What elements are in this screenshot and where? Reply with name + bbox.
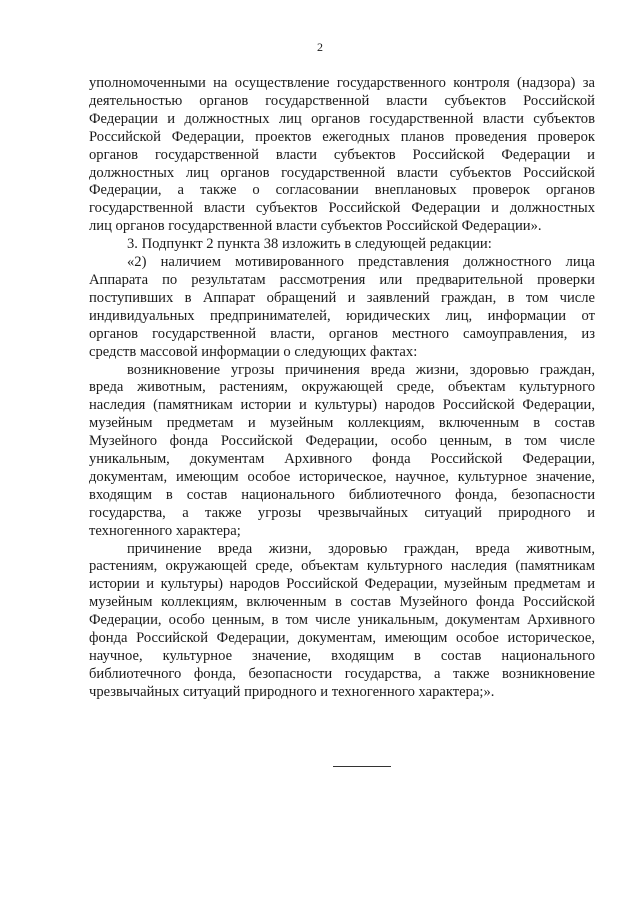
text-line: техногенного характера;: [89, 522, 241, 539]
text-line: Аппарата по результатам рассмотрения или предварительной проверки: [89, 271, 595, 288]
text-line: органов государственной власти субъектов Российской Федерации и: [89, 146, 595, 163]
text-line: поступивших в Аппарат обращений и заявлений граждан, в том числе: [89, 289, 595, 306]
text-line: фонда Российской Федерации, документам, имеющим особое историческое,: [89, 630, 595, 647]
text-line: истории и культуры) народов Российской Федерации, музейным предметам и: [89, 576, 595, 593]
text-line: научное, культурное значение, входящим в состав национального: [89, 648, 595, 664]
text-line: лиц органов государственной власти субъектов Российской Федерации».: [89, 218, 542, 235]
text-line: уникальным, документам Архивного фонда Российской Федерации,: [89, 451, 595, 468]
document-body: [89, 75, 595, 702]
text-line: государства, а также угрозы чрезвычайных ситуаций природного и: [89, 504, 595, 521]
text-line: Федерации, а также о согласовании внеплановых проверок органов: [89, 182, 595, 199]
end-separator-line: [333, 766, 391, 767]
text-line: органов государственной власти, органов местного самоуправления, из: [89, 325, 595, 342]
text-line: документам, имеющим особое историческое, научное, культурное значение,: [89, 468, 595, 485]
text-line: средств массовой информации о следующих фактах:: [89, 343, 418, 360]
text-line: индивидуальных предпринимателей, юридических лиц, информации от: [89, 307, 595, 324]
text-line: должностных лиц органов государственной власти субъектов Российской: [89, 164, 595, 181]
text-line: Федерации, особо ценным, в том числе уникальным, документам Архивного: [89, 612, 595, 629]
text-line: государственной власти субъектов Российской Федерации и должностных: [89, 200, 595, 217]
page-number: 2: [317, 40, 323, 54]
text-line: деятельностью органов государственной власти субъектов Российской: [89, 92, 595, 109]
paragraph-threat: [89, 362, 595, 541]
paragraph-item-3: [89, 236, 595, 254]
paragraph-harm: [89, 541, 595, 702]
text-line: музейным коллекциям, включенным в состав Музейного фонда Российской: [89, 594, 595, 611]
text-line: музейным предметам и музейным коллекциям, включенным в состав: [89, 415, 595, 432]
text-line: 3. Подпункт 2 пункта 38 изложить в следующей редакции:: [127, 236, 492, 253]
text-line: чрезвычайных ситуаций природного и техногенного характера;».: [89, 683, 495, 700]
text-line: библиотечного фонда, безопасности государства, а также возникновение: [89, 665, 595, 682]
text-line: наследия (памятникам истории и культуры) народов Российской Федерации,: [89, 397, 595, 414]
text-line: входящим в состав национального библиотечного фонда, безопасности: [89, 486, 595, 503]
text-line: вреда животным, растениям, окружающей среде, объектам культурного: [89, 379, 595, 396]
paragraph-continuation: [89, 75, 595, 236]
text-line: «2) наличием мотивированного представления должностного лица: [127, 254, 595, 271]
text-line: причинение вреда жизни, здоровью граждан, вреда животным,: [127, 540, 595, 557]
text-line: возникновение угрозы причинения вреда жизни, здоровью граждан,: [127, 361, 595, 378]
text-line: растениям, окружающей среде, объектам культурного наследия (памятникам: [89, 558, 595, 575]
text-line: Музейного фонда Российской Федерации, особо ценным, в том числе: [89, 433, 595, 450]
paragraph-subitem-2: [89, 254, 595, 361]
text-line: уполномоченными на осуществление государственного контроля (надзора) за: [89, 75, 595, 91]
text-line: Федерации и должностных лиц органов государственной власти субъектов: [89, 110, 595, 127]
text-line: Российской Федерации, проектов ежегодных планов проведения проверок: [89, 128, 595, 145]
